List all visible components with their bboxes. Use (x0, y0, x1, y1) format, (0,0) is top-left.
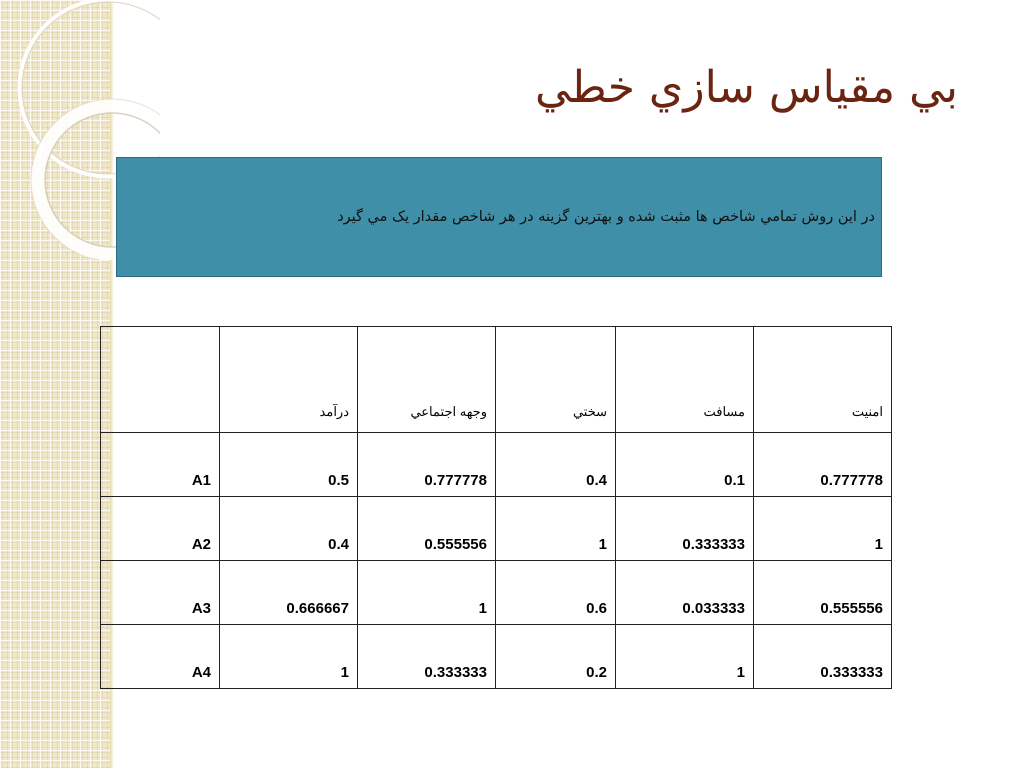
table-cell: 0.333333 (358, 625, 496, 689)
table-cell: 0.5 (220, 433, 358, 497)
table-cell: A4 (101, 625, 220, 689)
table-cell: A1 (101, 433, 220, 497)
description-text: در اين روش تمامي شاخص ها مثبت شده و بهترين گزينه در هر شاخص مقدار يک مي گيرد (337, 209, 875, 225)
table-header-cell: امنيت (754, 327, 892, 433)
table-cell: 0.777778 (754, 433, 892, 497)
table-cell: A2 (101, 497, 220, 561)
table-cell: 1 (496, 497, 616, 561)
table-row (101, 625, 892, 689)
table-cell: 0.1 (616, 433, 754, 497)
table-header-cell: درآمد (220, 327, 358, 433)
table-row (101, 497, 892, 561)
table-cell: 0.6 (496, 561, 616, 625)
table-cell: 0.555556 (358, 497, 496, 561)
table-cell: 1 (220, 625, 358, 689)
table-header-cell (101, 327, 220, 433)
table-header-cell: سختي (496, 327, 616, 433)
table-cell: 0.333333 (754, 625, 892, 689)
table-header-cell: وجهه اجتماعي (358, 327, 496, 433)
table-cell: 0.777778 (358, 433, 496, 497)
table-row (101, 561, 892, 625)
table-cell: 0.4 (496, 433, 616, 497)
table-header-cell: مسافت (616, 327, 754, 433)
table-cell: 0.033333 (616, 561, 754, 625)
table-row (101, 433, 892, 497)
table-cell: 1 (616, 625, 754, 689)
table-cell: 0.333333 (616, 497, 754, 561)
normalized-matrix-table (100, 326, 892, 689)
table-header-row (101, 327, 892, 433)
table-cell: 1 (754, 497, 892, 561)
page-title: بي مقياس سازي خطي (534, 62, 958, 113)
table-cell: 0.666667 (220, 561, 358, 625)
table-cell: 1 (358, 561, 496, 625)
table-cell: A3 (101, 561, 220, 625)
table-cell: 0.2 (496, 625, 616, 689)
table-cell: 0.555556 (754, 561, 892, 625)
table-cell: 0.4 (220, 497, 358, 561)
description-box (116, 157, 882, 277)
